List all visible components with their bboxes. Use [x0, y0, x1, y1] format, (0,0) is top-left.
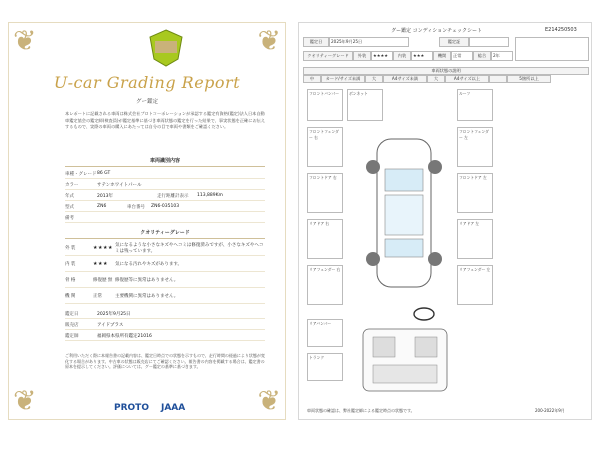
seal-label: 鑑定証 [439, 37, 469, 47]
vehicle-row-color: カラー サテンホワイトパール [65, 180, 265, 190]
goo-appraisal-logo [149, 29, 183, 67]
note-box: フロントドア 左 [457, 173, 493, 213]
legend-cell: 大 [427, 75, 445, 83]
footer-logos [114, 403, 185, 413]
corner-ornament-icon: ❦ [13, 384, 37, 417]
vehicle-row-grade: 車種・グレード 86 GT [65, 169, 265, 179]
q-cell: ★★★★ [371, 51, 393, 61]
sheet-title: グー鑑定 コンディションチェックシート [391, 28, 482, 34]
q-cell: 総合 [473, 51, 491, 61]
quality-row-engine: 機 関 正常 主要機関に異常はありません。 [65, 289, 265, 304]
interior-footnote: 車両状態の確認は、弊社鑑定師による鑑定時点の状態です。 [307, 408, 415, 413]
note-box: フロントフェンダー 右 [307, 127, 343, 167]
note-box: リアドア 左 [457, 219, 493, 259]
legend-cell: A4サイズ以上 [445, 75, 489, 83]
footer-code: 200-2022年9月 [535, 408, 565, 413]
report-title: U-car Grading Report [53, 73, 241, 92]
report-subtitle: グー鑑定 [135, 99, 158, 105]
appraiser-row: 鑑定師 福岡県本県所有鑑定21016 [65, 331, 265, 341]
note-box: ボンネット [347, 89, 383, 121]
appraisal-date-row: 鑑定日 2025年9月25日 [65, 309, 265, 319]
quality-row-interior: 内 装 ★★★ 気になる汚れやキズがあります。 [65, 257, 265, 272]
car-interior-diagram [359, 325, 451, 395]
legend-cell: A4サイズ未満 [383, 75, 427, 83]
note-box: トランク [307, 353, 343, 381]
corner-ornament-icon: ❦ [257, 384, 281, 417]
intro-text: 本レポートに記載される車両は株式会社プロトコーポレーションが承認する鑑定有資格(鑑定)法人日本自動車鑑定協会の鑑定師(検査員)が鑑定基準に基づき車両状態の鑑定を行った結果で、事実状態を正確にお伝えするもので、実際の車両の購入にあたっては自分の目で車両や書類をご確認ください。 [65, 111, 266, 129]
q-cell: 2年 [491, 51, 513, 61]
quality-row-frame: 骨 格 修復歴 無 修復歴等に異常はありません。 [65, 273, 265, 288]
legend-cell [489, 75, 507, 83]
car-top-view-diagram [359, 133, 449, 293]
legend-cell: 5箇所以上 [507, 75, 551, 83]
note-box: リアドア 右 [307, 219, 343, 259]
sheet-code: E214250503 [545, 27, 577, 33]
vehicle-row-remarks: 備考 [65, 213, 265, 223]
note-box: リアフェンダー 左 [457, 265, 493, 305]
q-cell: ★★★ [411, 51, 433, 61]
quality-row-exterior: 外 装 ★★★★ 気になるような小さなキズやヘコミは修復済みですが、小さなキズやヘコミは残っています。 [65, 243, 264, 254]
q-cell: 内装 [393, 51, 411, 61]
dealer-row: 販売店 アイドプラス [65, 320, 265, 330]
grading-report-page [8, 22, 286, 420]
note-box: フロントフェンダー 左 [457, 127, 493, 167]
quality-label: クオリティーグレード [303, 51, 353, 61]
note-box: リアフェンダー 右 [307, 265, 343, 305]
note-box: リアバンパー [307, 319, 343, 347]
vehicle-row-model: 型式 ZN6 車台番号 ZN6-035103 [65, 202, 265, 212]
date-label: 鑑定日 [303, 37, 329, 47]
note-box: ルーフ [457, 89, 493, 121]
steering-wheel-icon [413, 307, 435, 321]
legend-cell: 大 [365, 75, 383, 83]
legend-cell: 中 [303, 75, 321, 83]
condition-check-sheet [298, 22, 592, 420]
q-cell: 正常 [451, 51, 473, 61]
date-value: 2025年9月25日 [329, 37, 409, 47]
legend-cell: カード/サイズ未満 [321, 75, 365, 83]
corner-ornament-icon: ❦ [13, 24, 37, 57]
staff-box [515, 37, 589, 61]
state-section-title: 車両状態の説明 [303, 67, 589, 75]
q-cell: 機関 [433, 51, 451, 61]
quality-section-heading: クオリティーグレード [65, 229, 265, 239]
note-box: フロントバンパー [307, 89, 343, 121]
vehicle-section-heading: 車両識別内容 [65, 157, 265, 167]
seal-value [469, 37, 509, 47]
q-cell: 外装 [353, 51, 371, 61]
proto-logo: PROTO [114, 403, 149, 413]
notes-text: ご利用いただく際に本報告書の記載内容は、鑑定日時点での状態を示すもので、走行時間の経過により状態が変化する場合があります。中古車の状態は販売店にてご確認ください。報告書の内容を掲載する場合は、鑑定書の原本を提示してください。評価については、グー鑑定の基準に基づきます。 [65, 353, 265, 370]
vehicle-row-year: 年式 2013年 走行距離計表示 113,889Km [65, 191, 265, 201]
jaaa-logo: JAAA [160, 403, 186, 413]
corner-ornament-icon: ❦ [257, 24, 281, 57]
note-box: フロントドア 右 [307, 173, 343, 213]
